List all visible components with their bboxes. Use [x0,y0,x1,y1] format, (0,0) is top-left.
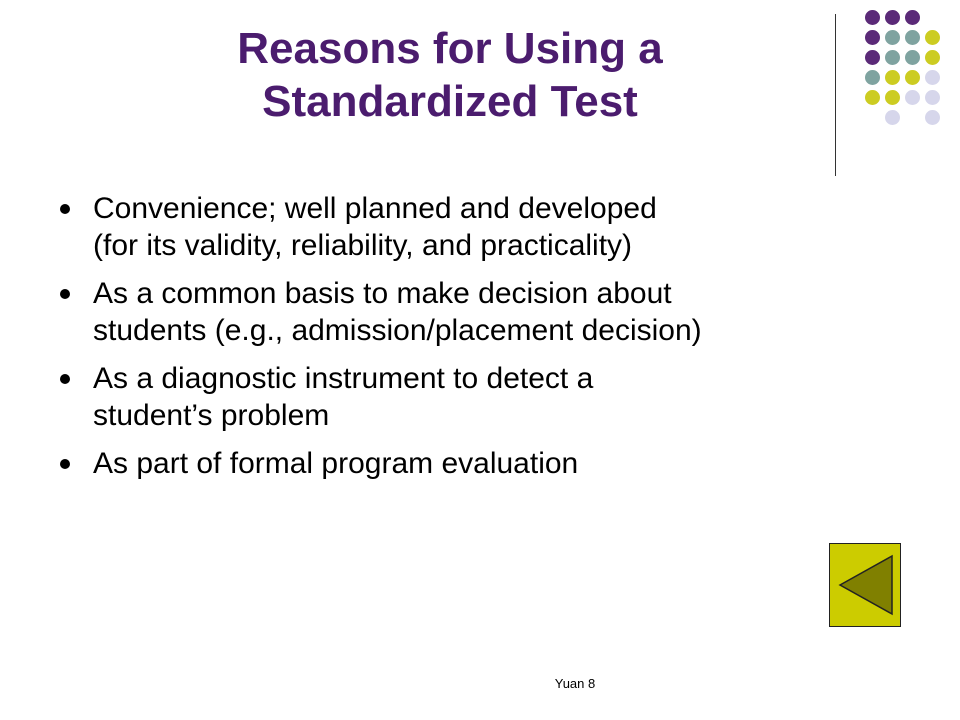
decorative-dot-lavender [905,90,920,105]
decorative-dot-purple [865,10,880,25]
bullet-list [60,190,850,493]
decorative-dot-grid [865,10,960,160]
decorative-dot-purple [905,10,920,25]
decorative-dot-lavender [885,110,900,125]
decorative-dot-teal [865,70,880,85]
back-button[interactable] [829,543,901,627]
decorative-dot-purple [885,10,900,25]
decorative-dot-lavender [925,110,940,125]
bullet-text-line: As a common basis to make decision about [93,277,672,310]
decorative-dot-yellow [905,70,920,85]
bullet-marker-icon [60,289,70,299]
slide-title-line-2: Standardized Test [262,77,638,126]
bullet-item [60,445,850,482]
decorative-dot-teal [905,30,920,45]
slide-title-line-1: Reasons for Using a [237,24,663,73]
decorative-dot-lavender [925,70,940,85]
bullet-text-line: As a diagnostic instrument to detect a [93,362,594,395]
bullet-marker-icon [60,204,70,214]
bullet-marker-icon [60,374,70,384]
decorative-dot-yellow [885,70,900,85]
decorative-dot-teal [885,50,900,65]
decorative-dot-teal [885,30,900,45]
bullet-item [60,190,850,264]
bullet-text-line: student’s problem [93,399,330,432]
bullet-item [60,275,850,349]
decorative-dot-purple [865,30,880,45]
footer-page-label: Yuan 8 [554,676,596,691]
decorative-dot-yellow [865,90,880,105]
decorative-dot-purple [865,50,880,65]
bullet-item [60,360,850,434]
decorative-dot-yellow [885,90,900,105]
slide-title [100,22,800,128]
decorative-dot-lavender [925,90,940,105]
bullet-text-line: (for its validity, reliability, and practicality) [93,229,633,262]
back-triangle-icon [830,544,902,628]
bullet-marker-icon [60,459,70,469]
bullet-text-line: As part of formal program evaluation [93,447,579,480]
decorative-dot-yellow [925,30,940,45]
decorative-dot-yellow [925,50,940,65]
decorative-dot-teal [905,50,920,65]
bullet-text-line: Convenience; well planned and developed [93,192,657,225]
bullet-text-line: students (e.g., admission/placement decision) [93,314,702,347]
vertical-divider [835,14,836,176]
